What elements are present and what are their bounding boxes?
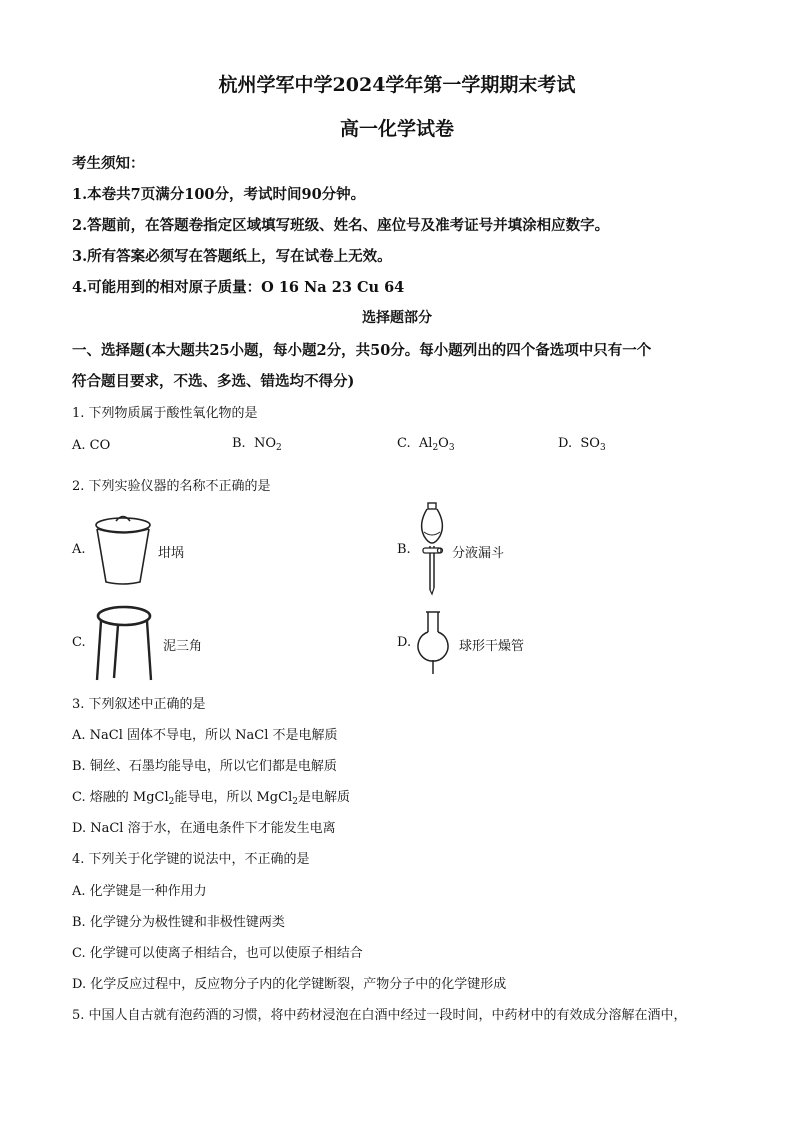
- option-a: A. CO: [72, 438, 111, 453]
- question-stem: 2. 下列实验仪器的名称不正确的是: [72, 479, 271, 494]
- section-instruction: 符合题目要求，不选、多选、错选均不得分): [72, 373, 355, 390]
- exam-subtitle: 高一化学试卷: [339, 118, 454, 140]
- notice-item: 3.所有答案必须写在答题纸上，写在试卷上无效。: [72, 248, 392, 265]
- option-a: A. 化学键是一种作用力: [72, 884, 207, 899]
- option-d: D. NaCl 溶于水，在通电条件下才能发生电离: [72, 821, 336, 836]
- notice-heading: 考生须知：: [72, 155, 145, 172]
- option-b: B. 铜丝、石墨均能导电，所以它们都是电解质: [72, 759, 337, 774]
- section-label: 选择题部分: [362, 310, 432, 326]
- option-b-name: 分液漏斗: [452, 546, 505, 561]
- question-stem: 3. 下列叙述中正确的是: [72, 697, 206, 712]
- question-stem: 4. 下列关于化学键的说法中，不正确的是: [72, 852, 310, 867]
- option-c-name: 泥三角: [163, 639, 203, 654]
- notice-item: 2.答题前，在答题卷指定区域填写班级、姓名、座位号及准考证号并填涂相应数字。: [72, 217, 610, 234]
- section-instruction: 一、选择题(本大题共25小题，每小题2分，共50分。每小题列出的四个备选项中只有一个: [72, 342, 652, 359]
- option-c-letter: C.: [72, 635, 86, 650]
- crucible-icon: [92, 510, 154, 586]
- option-c: C. 熔融的 MgCl$_2$能导电，所以 MgCl$_2$是电解质: [72, 790, 350, 807]
- option-a: A. NaCl 固体不导电，所以 NaCl 不是电解质: [72, 728, 338, 743]
- option-d: D. 化学反应过程中，反应物分子内的化学键断裂，产物分子中的化学键形成: [72, 977, 507, 992]
- option-a-letter: A.: [72, 542, 86, 557]
- option-d: D. $SO_3$: [558, 436, 606, 453]
- option-d-letter: D.: [397, 635, 412, 650]
- round-flask-icon: [414, 610, 454, 676]
- option-c: C. $Al_2O_3$: [397, 436, 455, 453]
- question-stem: 5. 中国人自古就有泡药酒的习惯，将中药材浸泡在白酒中经过一段时间，中药材中的有效成分溶解在酒中，: [72, 1008, 687, 1023]
- option-b: B. 化学键分为极性键和非极性键两类: [72, 915, 285, 930]
- option-b-letter: B.: [397, 542, 411, 557]
- option-b: B. $NO_2$: [232, 436, 282, 453]
- question-stem: 1. 下列物质属于酸性氧化物的是: [72, 406, 258, 421]
- option-d-name: 球形干燥管: [459, 639, 525, 654]
- tripod-icon: [94, 604, 154, 682]
- option-c: C. 化学键可以使离子相结合，也可以使原子相结合: [72, 946, 363, 961]
- separatory-funnel-icon: [414, 502, 450, 594]
- notice-item: 1.本卷共7页满分100分，考试时间90分钟。: [72, 186, 366, 203]
- exam-title: 杭州学军中学2024学年第一学期期末考试: [218, 74, 576, 96]
- notice-item: 4.可能用到的相对原子质量：O 16 Na 23 Cu 64: [72, 279, 405, 296]
- option-a-name: 坩埚: [158, 546, 185, 561]
